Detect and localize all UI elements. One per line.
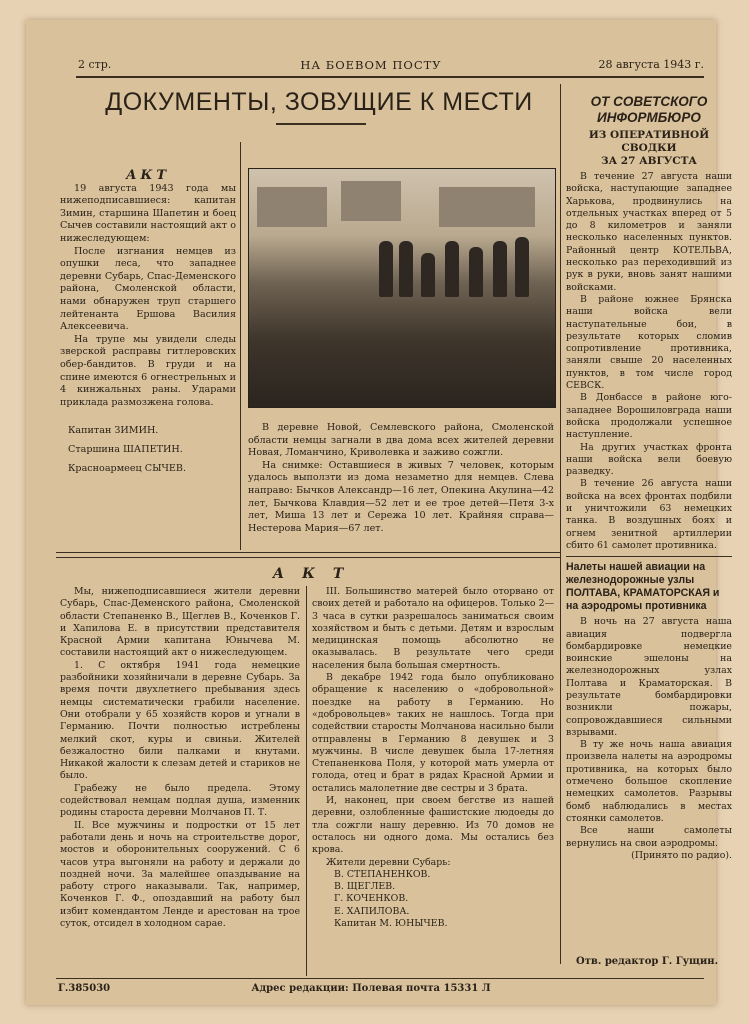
residents-label: Жители деревни Субарь: bbox=[326, 856, 451, 868]
print-number: Г.385030 bbox=[58, 983, 111, 994]
newspaper-page bbox=[26, 20, 732, 1005]
header-rule bbox=[76, 76, 704, 78]
photo-caption-text: В деревне Новой, Семлевского района, Смоленской области немцы загнали в два дома всех жителей деревни Новая, Ломанчино, Криволевка и заживо сожгли. bbox=[248, 422, 554, 459]
column-divider bbox=[240, 142, 241, 550]
newspaper-name: НА БОЕВОМ ПОСТУ bbox=[300, 58, 442, 72]
act2-paragraph: II. Все мужчины и подростки от 15 лет работали день и ночь на строительстве дорог, мостов и оборонительных сооружений. С 6 часов утра выгоняли на работу и держали до поздней ночи. За малейшее опаздывание на работу строго наказывали. Так, например, Коченков Г. Ф., опоздавший на работу был избит комендантом Ленде и арестован на трое суток, отсидел в холодном сарае. bbox=[60, 819, 300, 930]
act2-right-column bbox=[312, 586, 554, 930]
editorial-address: Адрес редакции: Полевая почта 15331 Л bbox=[251, 983, 491, 994]
sovinform-subtitle: ИЗ ОПЕРАТИВНОЙ СВОДКИ bbox=[588, 129, 710, 154]
house-shape bbox=[341, 181, 401, 221]
person-figure bbox=[493, 241, 507, 297]
act2-left-column bbox=[60, 586, 300, 930]
act1-signature: Красноармеец СЫЧЕВ. bbox=[68, 463, 187, 475]
house-shape bbox=[257, 187, 327, 227]
person-figure bbox=[379, 241, 393, 297]
act2-title: АКТ bbox=[272, 566, 362, 582]
village-photo bbox=[248, 168, 556, 408]
column-divider bbox=[306, 586, 307, 976]
act2-paragraph: В декабре 1942 года было опубликовано обращение к населению о «добровольной» поездке на работу в Германию. Но «добровольцев» таких не нашлось. Тогда при содействии старосты Молчанова насильно были отправлены в Германию 8 девушек и 3 мужчины. В числе девушек была 17-летняя Степаненкова Поля, у которой мать умерла от голода, отец и брат в рядах Красной Армии и остались малолетние две сестры и 3 брата. bbox=[312, 672, 554, 794]
issue-date: 28 августа 1943 г. bbox=[598, 58, 704, 71]
aviation-paragraph: В ночь на 27 августа наша авиация подвергла бомбардировке немецкие воинские эшелоны на железнодорожных узлах Полтава и Краматорская. В результате бомбардировки возникли пожары, сопровождавшиеся сильными взрывами. bbox=[566, 616, 732, 738]
sovinform-title: ОТ СОВЕТСКОГО ИНФОРМБЮРО bbox=[590, 94, 708, 125]
section-rule bbox=[56, 552, 560, 553]
sovinform-subtitle-date: ЗА 27 АВГУСТА bbox=[601, 155, 697, 167]
resident-signature: В. СТЕПАНЕНКОВ. bbox=[334, 868, 431, 880]
sovinform-paragraph: В течение 27 августа наши войска, наступающие западнее Харькова, продвинулись на отдельных участках вперед от 5 до 8 километров и заняли несколько населенных пунктов. Районный центр КОТЕЛЬВА, несколько раз переходивший из рук в руки, вновь занят нашими войсками. bbox=[566, 171, 732, 293]
photo-caption-note: На снимке: Оставшиеся в живых 7 человек, которым удалось выползти из дома незаметно для немцев. Слева направо: Бычков Александр—16 лет, Опекина Акулина—42 лет, Бычкова Клавдия—52 лет и ее трое детей—Петя 3-х лет, Миша 13 лет и Сережа 10 лет. Крайняя справа—Нестерова Мария—67 лет. bbox=[248, 459, 554, 534]
act1-paragraph: После изгнания немцев из опушки леса, что западнее деревни Субарь, Спас-Деменского района, Смоленской области, нами обнаружен труп старшего лейтенанта Ершова Василия Алексеевича. bbox=[60, 245, 236, 333]
page-number: 2 стр. bbox=[78, 58, 112, 71]
aviation-paragraph: Все наши самолеты вернулись на свои аэродромы. bbox=[566, 825, 732, 849]
act1-article bbox=[60, 170, 236, 478]
house-shape bbox=[439, 187, 535, 227]
person-figure bbox=[469, 247, 483, 297]
act1-paragraph: 19 августа 1943 года мы нижеподписавшиеся: капитан Зимин, старшина Шапетин и боец Сычев составили настоящий акт о нижеследующем: bbox=[60, 182, 236, 244]
act2-paragraph: III. Большинство матерей было оторвано от своих детей и работало на офицеров. Только 2—3 часа в сутки разрешалось заниматься своим хозяйством и быть с детьми. Детям и взрослым медицинская помощь абсолютно не оказывалась. В результате чего среди населения была большая смертность. bbox=[312, 586, 554, 671]
act1-signature: Старшина ШАПЕТИН. bbox=[68, 444, 183, 456]
aviation-paragraph: В ту же ночь наша авиация произвела налеты на аэродромы противника, на которых было отмечено большое скопление немецких самолетов. Разрывы бомб наблюдались в местах стоянки самолетов. bbox=[566, 739, 732, 824]
sovinform-paragraph: В Донбассе в районе юго-западнее Ворошиловграда наши войска продолжали успешное наступление. bbox=[566, 392, 732, 441]
person-figure bbox=[421, 253, 435, 297]
person-figure bbox=[515, 237, 529, 297]
act1-signature: Капитан ЗИМИН. bbox=[68, 425, 159, 437]
sovinform-column bbox=[566, 94, 732, 862]
headline-underline bbox=[276, 123, 366, 125]
person-figure bbox=[445, 241, 459, 297]
sovinform-paragraph: В течение 26 августа наши войска на всех фронтах подбили и уничтожили 63 немецких танка. В воздушных боях и огнем зенитной артиллерии сбито 61 самолет противника. bbox=[566, 478, 732, 551]
resident-signature: Е. ХАПИЛОВА. bbox=[334, 905, 410, 917]
section-rule bbox=[56, 557, 560, 558]
act2-paragraph: И, наконец, при своем бегстве из нашей деревни, озлобленные фашистские людоеды до тла сожгли нашу деревню. Из 70 домов не осталось ни одного дома. Мы остались без крова. bbox=[312, 795, 554, 856]
sovinform-paragraph: На других участках фронта наши войска вели боевую разведку. bbox=[566, 441, 732, 478]
radio-note: (Принято по радио). bbox=[631, 849, 732, 861]
person-figure bbox=[399, 241, 413, 297]
footer-rule bbox=[56, 978, 704, 979]
column-divider bbox=[560, 84, 561, 964]
editor-line: Отв. редактор Г. Гущин. bbox=[576, 956, 719, 967]
act2-paragraph: Грабежу не было предела. Этому содействовал немцам подлая душа, изменник родины староста деревни Молчанов П. Т. bbox=[60, 782, 300, 819]
main-headline: ДОКУМЕНТЫ, ЗОВУЩИЕ К МЕСТИ bbox=[105, 88, 533, 116]
captain-signature: Капитан М. ЮНЫЧЕВ. bbox=[334, 918, 448, 930]
act2-paragraph: Мы, нижеподписавшиеся жители деревни Субарь, Спас-Деменского района, Смоленской области Степаненко В., Щеглев В., Коченков Г. и Хапилова Е. в присутствии представителя Красной Армии капитана Юнычева М. составили настоящий акт о нижеследующем. bbox=[60, 586, 300, 659]
resident-signature: Г. КОЧЕНКОВ. bbox=[334, 893, 409, 905]
sovinform-paragraph: В районе южнее Брянска наши войска вели наступательные бои, в результате которых сломив сопротивление противника, заняли свыше 20 населенных пунктов, в том числе город СЕВСК. bbox=[566, 293, 732, 392]
act2-paragraph: 1. С октября 1941 года немецкие разбойники хозяйничали в деревне Субарь. За время почти двухлетнего пребывания здесь немцы систематически грабили население. Они отобрали у 65 хозяйств коров и угнали в Германию. Почти полностью истреблены мелкий скот, куры и свиньи. Жителей безжалостно били палками и кнутами. Никакой жалости к слезам детей и стариков не было. bbox=[60, 659, 300, 782]
act1-title: АКТ bbox=[125, 168, 171, 183]
act1-paragraph: На трупе мы увидели следы зверской расправы гитлеровских обер-бандитов. В груди и на спине имеются 6 огнестрельных и 4 кинжальных раны. Ударами приклада размозжена голова. bbox=[60, 333, 236, 408]
photo-caption bbox=[248, 422, 554, 535]
aviation-headline: Налеты нашей авиации на железнодорожные узлы ПОЛТАВА, КРАМАТОРСКАЯ и на аэродромы противника bbox=[566, 561, 720, 613]
resident-signature: В. ЩЕГЛЕВ. bbox=[334, 881, 396, 893]
